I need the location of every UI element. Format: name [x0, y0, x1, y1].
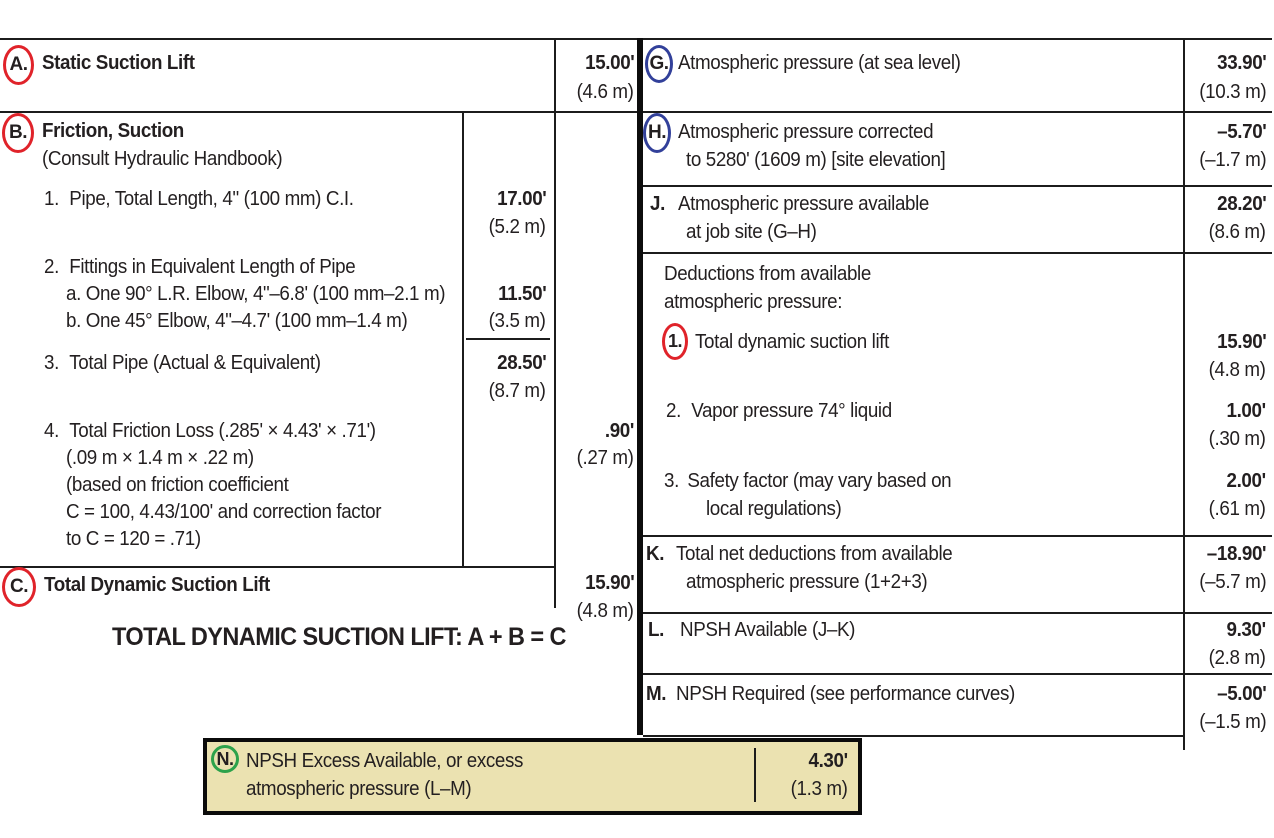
- deduction2-label: Vapor pressure 74° liquid: [691, 400, 892, 422]
- deduction2-line: [666, 400, 892, 422]
- item3-label: Total Pipe (Actual & Equivalent): [69, 352, 321, 374]
- item4-value-m: (.27 m): [577, 447, 634, 469]
- row-k-letter: K.: [646, 543, 665, 565]
- row-b-note: (Consult Hydraulic Handbook): [42, 148, 283, 170]
- row-c-value-ft: 15.90': [584, 572, 634, 594]
- grid-line-deductions-k: [643, 535, 1272, 537]
- row-m-letter: M.: [646, 683, 667, 705]
- row-m-label: NPSH Required (see performance curves): [676, 683, 1015, 705]
- deduction3-label: Safety factor (may vary based on: [687, 470, 952, 492]
- npsh-box-value-ft: 4.30': [808, 750, 848, 772]
- deduction1-label: Total dynamic suction lift: [695, 331, 889, 353]
- grid-line-left-a-b: [0, 111, 637, 113]
- grid-line-h-j: [643, 185, 1272, 187]
- deduction3-line1: [664, 470, 951, 492]
- npsh-box-value-m: (1.3 m): [791, 778, 848, 800]
- row-j-label-line1: Atmospheric pressure available: [678, 193, 930, 215]
- deductions-header-line2: atmospheric pressure:: [664, 291, 843, 313]
- grid-line-left-b-c: [0, 566, 554, 568]
- row-l-label: NPSH Available (J–K): [680, 619, 856, 641]
- item4-label: Total Friction Loss (.285' × 4.43' × .71'): [69, 420, 376, 442]
- row-c-label: Total Dynamic Suction Lift: [44, 574, 270, 596]
- deduction2-value-m: (.30 m): [1209, 428, 1266, 450]
- npsh-box-divider: [754, 748, 756, 802]
- row-h-letter: H.: [648, 122, 666, 143]
- deduction1-num: 1.: [667, 331, 682, 351]
- row-a-value-ft: 15.00': [584, 52, 634, 74]
- item2-line-a: a. One 90° L.R. Elbow, 4"–6.8' (100 mm–2.1 m): [66, 283, 446, 305]
- grid-line-k-l: [643, 612, 1272, 614]
- row-g-value-ft: 33.90': [1216, 52, 1266, 74]
- grid-line-right-value-col: [1183, 38, 1185, 750]
- row-b-label: Friction, Suction: [42, 120, 184, 142]
- item4-line3: (based on friction coefficient: [66, 474, 289, 496]
- row-j-letter: J.: [650, 193, 665, 215]
- annotation-circle-h: [643, 113, 671, 153]
- item4-line: [44, 420, 376, 442]
- row-h-label-line2: to 5280' (1609 m) [site elevation]: [686, 149, 946, 171]
- row-l-value-ft: 9.30': [1226, 619, 1266, 641]
- item2-num: 2.: [44, 256, 59, 278]
- npsh-box-label-line1: NPSH Excess Available, or excess: [246, 750, 524, 772]
- row-c-value-m: (4.8 m): [577, 600, 634, 622]
- item1-num: 1.: [44, 188, 59, 210]
- annotation-circle-g: [645, 45, 673, 83]
- row-j-label-line2: at job site (G–H): [686, 221, 817, 243]
- row-g-value-m: (10.3 m): [1199, 81, 1266, 103]
- grid-line-top: [0, 38, 1272, 40]
- grid-line-j-deductions: [643, 252, 1272, 254]
- row-a-label: Static Suction Lift: [42, 52, 195, 74]
- row-c-letter: C.: [10, 576, 28, 597]
- annotation-circle-n: [211, 745, 239, 773]
- annotation-circle-a: [3, 45, 34, 85]
- item3-value-ft: 28.50': [496, 352, 546, 374]
- row-k-label-line1: Total net deductions from available: [676, 543, 953, 565]
- annotation-circle-1: [662, 323, 688, 360]
- row-k-label-line2: atmospheric pressure (1+2+3): [686, 571, 928, 593]
- row-l-value-m: (2.8 m): [1209, 647, 1266, 669]
- annotation-circle-b: [2, 113, 34, 153]
- deduction2-num: 2.: [666, 400, 681, 422]
- grid-line-right-bottom: [643, 735, 1185, 737]
- row-k-value-m: (–5.7 m): [1199, 571, 1266, 593]
- row-h-value-m: (–1.7 m): [1199, 149, 1266, 171]
- item4-line4: C = 100, 4.43/100' and correction factor: [66, 501, 382, 523]
- deductions-header-line1: Deductions from available: [664, 263, 871, 285]
- item4-line5: to C = 120 = .71): [66, 528, 201, 550]
- row-k-value-ft: –18.90': [1206, 543, 1266, 565]
- row-l-letter: L.: [648, 619, 664, 641]
- npsh-box-letter: N.: [216, 748, 234, 769]
- item3-value-m: (8.7 m): [489, 380, 546, 402]
- item2-line: [44, 256, 355, 278]
- item2-value-m: (3.5 m): [489, 310, 546, 332]
- item4-value-ft: .90': [604, 420, 634, 442]
- deduction2-value-ft: 1.00': [1226, 400, 1266, 422]
- item2-line-b: b. One 45° Elbow, 4"–4.7' (100 mm–1.4 m): [66, 310, 408, 332]
- item4-line2: (.09 m × 1.4 m × .22 m): [66, 447, 254, 469]
- row-j-value-m: (8.6 m): [1209, 221, 1266, 243]
- row-g-label: Atmospheric pressure (at sea level): [678, 52, 961, 74]
- item2-label: Fittings in Equivalent Length of Pipe: [69, 256, 356, 278]
- row-a-letter: A.: [9, 54, 28, 75]
- item3-line: [44, 352, 321, 374]
- row-b-letter: B.: [9, 122, 27, 143]
- row-m-value-ft: –5.00': [1216, 683, 1266, 705]
- item1-line: [44, 188, 354, 210]
- grid-line-l-m: [643, 673, 1272, 675]
- grid-line-right-table-left-border: [637, 38, 643, 735]
- item1-value-m: (5.2 m): [489, 216, 546, 238]
- item1-label: Pipe, Total Length, 4" (100 mm) C.I.: [69, 188, 354, 210]
- row-h-value-ft: –5.70': [1216, 121, 1266, 143]
- item4-num: 4.: [44, 420, 59, 442]
- grid-line-left-outer-col: [554, 38, 556, 608]
- sum-underline: [466, 338, 550, 340]
- grid-line-left-inner-col: [462, 111, 464, 566]
- row-m-value-m: (–1.5 m): [1199, 711, 1266, 733]
- grid-line-g-h: [643, 111, 1272, 113]
- npsh-box-label-line2: atmospheric pressure (L–M): [246, 778, 472, 800]
- annotation-circle-c: [2, 567, 36, 607]
- deduction1-value-ft: 15.90': [1216, 331, 1266, 353]
- deduction3-num: 3.: [664, 470, 679, 492]
- item1-value-ft: 17.00': [496, 188, 546, 210]
- deduction3-line2: local regulations): [706, 498, 842, 520]
- row-h-label-line1: Atmospheric pressure corrected: [678, 121, 934, 143]
- total-equation: TOTAL DYNAMIC SUCTION LIFT: A + B = C: [112, 623, 566, 651]
- deduction1-value-m: (4.8 m): [1209, 359, 1266, 381]
- row-j-value-ft: 28.20': [1216, 193, 1266, 215]
- deduction3-value-ft: 2.00': [1226, 470, 1266, 492]
- item2-value-ft: 11.50': [497, 283, 546, 305]
- row-a-value-m: (4.6 m): [577, 81, 634, 103]
- item3-num: 3.: [44, 352, 59, 374]
- row-g-letter: G.: [649, 53, 669, 74]
- deduction3-value-m: (.61 m): [1209, 498, 1266, 520]
